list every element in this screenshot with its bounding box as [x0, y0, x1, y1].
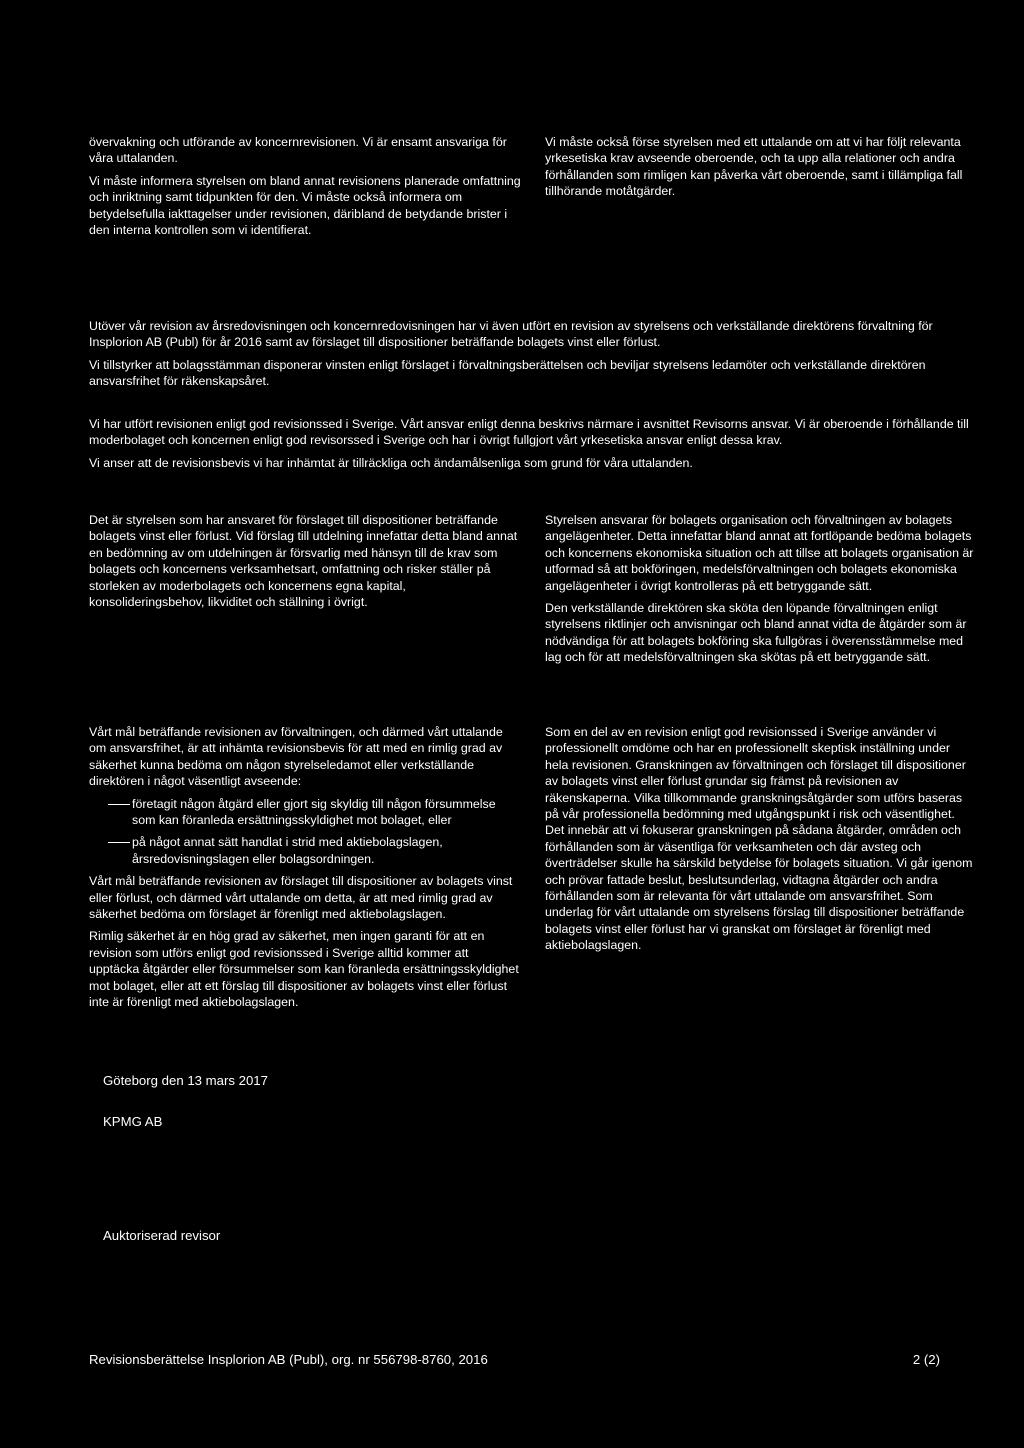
board-responsibility-right [545, 512, 975, 672]
bullet-item [89, 796, 521, 829]
paragraph: Vi har utfört revisionen enligt god revisionssed i Sverige. Vårt ansvar enligt denna beskrivs närmare i avsnittet Revisorns ansvar. Vi är oberoende i förhållande till moderbolaget och koncernen enligt god revisorssed i Sverige och har i övrigt fullgjort vårt yrkesetiska ansvar enligt dessa krav. [89, 417, 969, 448]
paragraph: Vi måste informera styrelsen om bland annat revisionens planerade omfattning och inriktning samt tidpunkten för den. Vi måste också informera om betydelsefulla iakttagelser under revisionen, däribland de betydande brister i den interna kontrollen som vi identifierat. [89, 173, 521, 238]
bullet-item [89, 834, 521, 867]
opinions-section [89, 318, 969, 396]
paragraph: Utöver vår revision av årsredovisningen och koncernredovisningen har vi även utfört en revision av styrelsens och verkställande direktörens förvaltning för Insplorion AB (Publ) för år 2016 samt av förslaget till dispositioner beträffande bolagets vinst eller förlust. [89, 319, 933, 350]
top-left-text [89, 134, 521, 244]
board-responsibility-left [89, 512, 521, 616]
auditor-responsibility-right [545, 724, 975, 960]
place-date: Göteborg den 13 mars 2017 [103, 1073, 268, 1088]
paragraph: Styrelsen ansvarar för bolagets organisation och förvaltningen av bolagets angelägenheter. Detta innefattar bland annat att fortlöpande bedöma bolagets och koncernens ekonomiska situation och att tillse att bolagets organisation är utformad så att bokföringen, medelsförvaltningen och bolagets ekonomiska angelägenheter i övrigt kontrolleras på ett betryggande sätt. [545, 513, 974, 593]
footer-title: Revisionsberättelse Insplorion AB (Publ), org. nr 556798-8760, 2016 [89, 1352, 488, 1367]
paragraph: Rimlig säkerhet är en hög grad av säkerhet, men ingen garanti för att en revision som utförs enligt god revisionssed i Sverige alltid kommer att upptäcka åtgärder eller försummelser som kan föranleda ersättningsskyldighet mot bolaget, eller att ett förslag till dispositioner av bolagets vinst eller förlust inte är förenligt med aktiebolagslagen. [89, 929, 519, 1010]
top-right-text [545, 134, 975, 206]
paragraph: Som en del av en revision enligt god revisionssed i Sverige använder vi professionellt omdöme och har en professionellt skeptisk inställning under hela revisionen. Granskningen av förvaltningen och förslaget till dispositioner av bolagets vinst eller förlust grundar sig främst på revisionen av räkenskaperna. Vilka tillkommande granskningsåtgärder som utförs baseras på vår professionella bedömning med utgångspunkt i risk och väsentlighet. Det innebär att vi fokuserar granskningen på sådana åtgärder, områden och förhållanden som är väsentliga för verksamheten och där avsteg och överträdelser skulle ha särskild betydelse för bolagets situation. Vi går igenom och prövar fattade beslut, beslutsunderlag, vidtagna åtgärder och andra förhållanden som är relevanta för vårt uttalande om ansvarsfrihet. Som underlag för vårt uttalande om styrelsens förslag till dispositioner beträffande bolagets vinst eller förlust har vi granskat om förslaget är förenligt med aktiebolagslagen. [545, 725, 973, 953]
paragraph: Den verkställande direktören ska sköta den löpande förvaltningen enligt styrelsens riktlinjer och anvisningar och bland annat vidta de åtgärder som är nödvändiga för att bolagets bokföring ska fullgöras i överensstämmelse med lag och för att medelsförvaltningen ska skötas på ett betryggande sätt. [545, 601, 967, 665]
paragraph: Det är styrelsen som har ansvaret för förslaget till dispositioner beträffande bolagets vinst eller förlust. Vid förslag till utdelning innefattar detta bland annat en bedömning av om utdelningen är försvarlig med hänsyn till de krav som bolagets och koncernens verksamhetsart, omfattning och risker ställer på storleken av moderbolagets och koncernens egna kapital, konsolideringsbehov, likviditet och ställning i övrigt. [89, 513, 518, 610]
auditor-title: Auktoriserad revisor [103, 1228, 221, 1243]
basis-section [89, 416, 969, 479]
paragraph: Vi måste också förse styrelsen med ett uttalande om att vi har följt relevanta yrkesetiska krav avseende oberoende, och ta upp alla relationer och andra förhållanden som rimligen kan påverka vårt oberoende, samt i tillämpliga fall tillhörande motåtgärder. [545, 135, 963, 199]
paragraph: Vi tillstyrker att bolagsstämman disponerar vinsten enligt förslaget i förvaltningsberättelsen och beviljar styrelsens ledamöter och verkställande direktören ansvarsfrihet för räkenskapsåret. [89, 357, 926, 389]
bullet-text: företagit någon åtgärd eller gjort sig skyldig till någon försummelse som kan föranleda ersättningsskyldighet mot bolaget, eller [132, 796, 496, 828]
dash-icon [89, 834, 132, 867]
bullet-text: på något annat sätt handlat i strid med aktiebolagslagen, årsredovisningslagen eller bolagsordningen. [132, 835, 443, 866]
paragraph: Vi anser att de revisionsbevis vi har inhämtat är tillräckliga och ändamålsenliga som grund för våra uttalanden. [89, 455, 693, 470]
paragraph: Vårt mål beträffande revisionen av förvaltningen, och därmed vårt uttalande om ansvarsfrihet, är att inhämta revisionsbevis för att med en rimlig grad av säkerhet kunna bedöma om någon styrelseledamot eller verkställande direktören i något väsentligt avseende: [89, 725, 503, 789]
auditor-responsibility-left [89, 724, 521, 1017]
paragraph: övervakning och utförande av koncernrevisionen. Vi är ensamt ansvariga för våra uttalanden. [89, 135, 507, 166]
paragraph: Vårt mål beträffande revisionen av förslaget till dispositioner av bolagets vinst eller förlust, och därmed vårt uttalande om detta, är att med rimlig grad av säkerhet bedöma om förslaget är förenligt med aktiebolagslagen. [89, 874, 513, 922]
firm-name: KPMG AB [103, 1114, 163, 1129]
dash-icon [89, 796, 132, 829]
page-number: 2 (2) [912, 1352, 940, 1367]
